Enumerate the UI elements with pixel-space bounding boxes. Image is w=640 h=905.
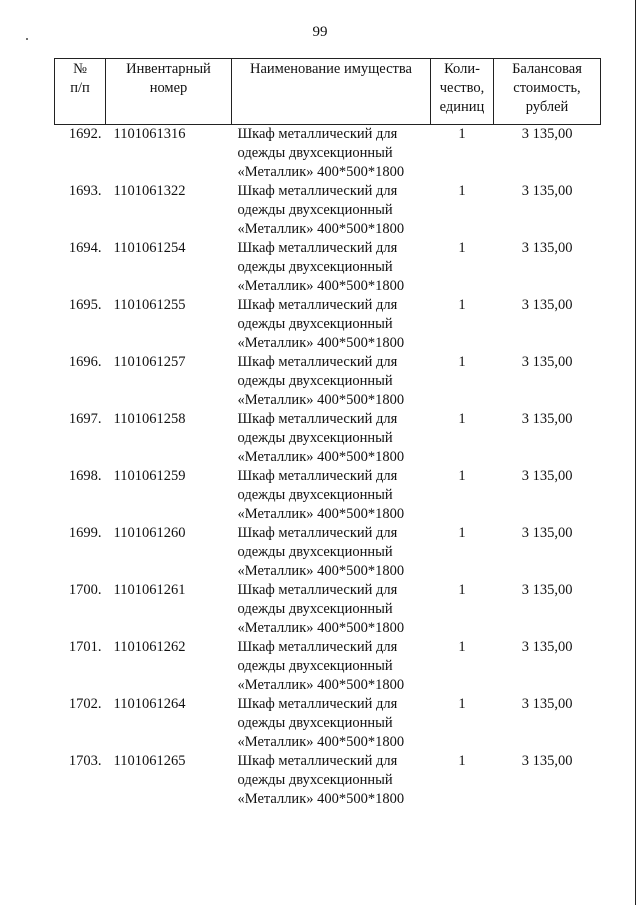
table-header — [55, 59, 601, 125]
item-name-line: одежды двухсекционный — [237, 715, 393, 731]
item-name-cell — [232, 752, 431, 809]
header-inventory-number — [106, 59, 232, 125]
header-name — [232, 59, 431, 125]
header-quantity-line: единиц — [439, 99, 485, 115]
header-cost-line: рублей — [525, 99, 569, 115]
inventory-number-cell: 1101061316 — [113, 126, 186, 142]
header-cost-line: Балансовая — [512, 61, 582, 77]
header-quantity-line: чество, — [439, 80, 485, 96]
balance-cost-cell: 3 135,00 — [521, 525, 573, 541]
item-name-line: Шкаф металлический для — [237, 183, 398, 199]
balance-cost-cell: 3 135,00 — [521, 582, 573, 598]
page-number: 99 — [312, 24, 328, 40]
balance-cost-cell: 3 135,00 — [521, 468, 573, 484]
item-name-line: «Металлик» 400*500*1800 — [237, 563, 405, 579]
item-name-cell — [232, 695, 431, 752]
table-row — [55, 467, 601, 524]
inventory-number-cell: 1101061259 — [113, 468, 186, 484]
quantity-cell: 1 — [458, 696, 466, 712]
item-name-line: «Металлик» 400*500*1800 — [237, 677, 405, 693]
balance-cost-cell: 3 135,00 — [521, 297, 573, 313]
scan-edge-line — [635, 0, 636, 905]
table-row — [55, 524, 601, 581]
table-row — [55, 581, 601, 638]
item-name-line: одежды двухсекционный — [237, 145, 393, 161]
header-quantity — [431, 59, 494, 125]
header-inventory-line: номер — [149, 80, 188, 96]
item-name-line: Шкаф металлический для — [237, 240, 398, 256]
balance-cost-cell: 3 135,00 — [521, 354, 573, 370]
row-number-cell: 1695. — [68, 297, 102, 313]
item-name-line: «Металлик» 400*500*1800 — [237, 506, 405, 522]
inventory-number-cell: 1101061261 — [113, 582, 186, 598]
item-name-line: «Металлик» 400*500*1800 — [237, 791, 405, 807]
header-num — [55, 59, 106, 125]
inventory-number-cell: 1101061254 — [113, 240, 186, 256]
row-number-cell: 1702. — [68, 696, 102, 712]
inventory-number-cell: 1101061257 — [113, 354, 186, 370]
header-num-line: № — [73, 61, 87, 77]
table-row — [55, 353, 601, 410]
item-name-cell — [232, 581, 431, 638]
item-name-line: одежды двухсекционный — [237, 316, 393, 332]
table-row — [55, 125, 601, 183]
inventory-number-cell: 1101061322 — [113, 183, 186, 199]
table-row — [55, 752, 601, 809]
quantity-cell: 1 — [458, 240, 466, 256]
item-name-line: «Металлик» 400*500*1800 — [237, 620, 405, 636]
row-number-cell: 1693. — [68, 183, 102, 199]
quantity-cell: 1 — [458, 126, 466, 142]
quantity-cell: 1 — [458, 468, 466, 484]
quantity-cell: 1 — [458, 582, 466, 598]
item-name-line: «Металлик» 400*500*1800 — [237, 221, 405, 237]
row-number-cell: 1701. — [68, 639, 102, 655]
quantity-cell: 1 — [458, 354, 466, 370]
header-row — [55, 59, 601, 125]
table-row — [55, 239, 601, 296]
quantity-cell: 1 — [458, 183, 466, 199]
inventory-number-cell: 1101061262 — [113, 639, 186, 655]
row-number-cell: 1694. — [68, 240, 102, 256]
item-name-line: одежды двухсекционный — [237, 601, 393, 617]
header-name-line: Наименование имущества — [250, 61, 412, 77]
item-name-line: одежды двухсекционный — [237, 373, 393, 389]
item-name-cell — [232, 410, 431, 467]
item-name-line: Шкаф металлический для — [237, 696, 398, 712]
item-name-line: Шкаф металлический для — [237, 468, 398, 484]
item-name-line: Шкаф металлический для — [237, 753, 398, 769]
balance-cost-cell: 3 135,00 — [521, 126, 573, 142]
quantity-cell: 1 — [458, 639, 466, 655]
item-name-line: Шкаф металлический для — [237, 639, 398, 655]
inventory-number-cell: 1101061255 — [113, 297, 186, 313]
item-name-line: одежды двухсекционный — [237, 658, 393, 674]
item-name-line: «Металлик» 400*500*1800 — [237, 392, 405, 408]
row-number-cell: 1698. — [68, 468, 102, 484]
item-name-line: одежды двухсекционный — [237, 202, 393, 218]
inventory-table — [54, 58, 601, 809]
balance-cost-cell: 3 135,00 — [521, 411, 573, 427]
item-name-line: «Металлик» 400*500*1800 — [237, 278, 405, 294]
quantity-cell: 1 — [458, 753, 466, 769]
item-name-cell — [232, 638, 431, 695]
item-name-line: одежды двухсекционный — [237, 259, 393, 275]
header-balance-cost — [494, 59, 601, 125]
table-row — [55, 410, 601, 467]
header-inventory-line: Инвентарный — [126, 61, 211, 77]
item-name-cell — [232, 125, 431, 183]
quantity-cell: 1 — [458, 297, 466, 313]
inventory-number-cell: 1101061265 — [113, 753, 186, 769]
item-name-cell — [232, 239, 431, 296]
item-name-line: «Металлик» 400*500*1800 — [237, 335, 405, 351]
item-name-line: «Металлик» 400*500*1800 — [237, 164, 405, 180]
header-num-line: п/п — [70, 80, 90, 96]
item-name-line: Шкаф металлический для — [237, 354, 398, 370]
balance-cost-cell: 3 135,00 — [521, 696, 573, 712]
item-name-line: одежды двухсекционный — [237, 772, 393, 788]
item-name-line: Шкаф металлический для — [237, 411, 398, 427]
table-row — [55, 182, 601, 239]
row-number-cell: 1697. — [68, 411, 102, 427]
table-row — [55, 695, 601, 752]
item-name-cell — [232, 524, 431, 581]
inventory-number-cell: 1101061258 — [113, 411, 186, 427]
row-number-cell: 1699. — [68, 525, 102, 541]
balance-cost-cell: 3 135,00 — [521, 753, 573, 769]
table-body — [55, 125, 601, 810]
quantity-cell: 1 — [458, 411, 466, 427]
quantity-cell: 1 — [458, 525, 466, 541]
row-number-cell: 1700. — [68, 582, 102, 598]
table-row — [55, 638, 601, 695]
item-name-line: одежды двухсекционный — [237, 430, 393, 446]
balance-cost-cell: 3 135,00 — [521, 183, 573, 199]
item-name-cell — [232, 353, 431, 410]
item-name-line: одежды двухсекционный — [237, 487, 393, 503]
item-name-line: Шкаф металлический для — [237, 126, 398, 142]
row-number-cell: 1696. — [68, 354, 102, 370]
item-name-line: одежды двухсекционный — [237, 544, 393, 560]
inventory-number-cell: 1101061264 — [113, 696, 186, 712]
item-name-line: Шкаф металлический для — [237, 582, 398, 598]
item-name-line: Шкаф металлический для — [237, 297, 398, 313]
item-name-cell — [232, 182, 431, 239]
item-name-cell — [232, 296, 431, 353]
item-name-line: «Металлик» 400*500*1800 — [237, 449, 405, 465]
item-name-line: «Металлик» 400*500*1800 — [237, 734, 405, 750]
header-cost-line: стоимость, — [513, 80, 581, 96]
row-number-cell: 1692. — [68, 126, 102, 142]
inventory-number-cell: 1101061260 — [113, 525, 186, 541]
balance-cost-cell: 3 135,00 — [521, 240, 573, 256]
scan-speck — [26, 38, 28, 40]
item-name-cell — [232, 467, 431, 524]
item-name-line: Шкаф металлический для — [237, 525, 398, 541]
balance-cost-cell: 3 135,00 — [521, 639, 573, 655]
table-row — [55, 296, 601, 353]
header-quantity-line: Коли- — [444, 61, 480, 77]
row-number-cell: 1703. — [68, 753, 102, 769]
